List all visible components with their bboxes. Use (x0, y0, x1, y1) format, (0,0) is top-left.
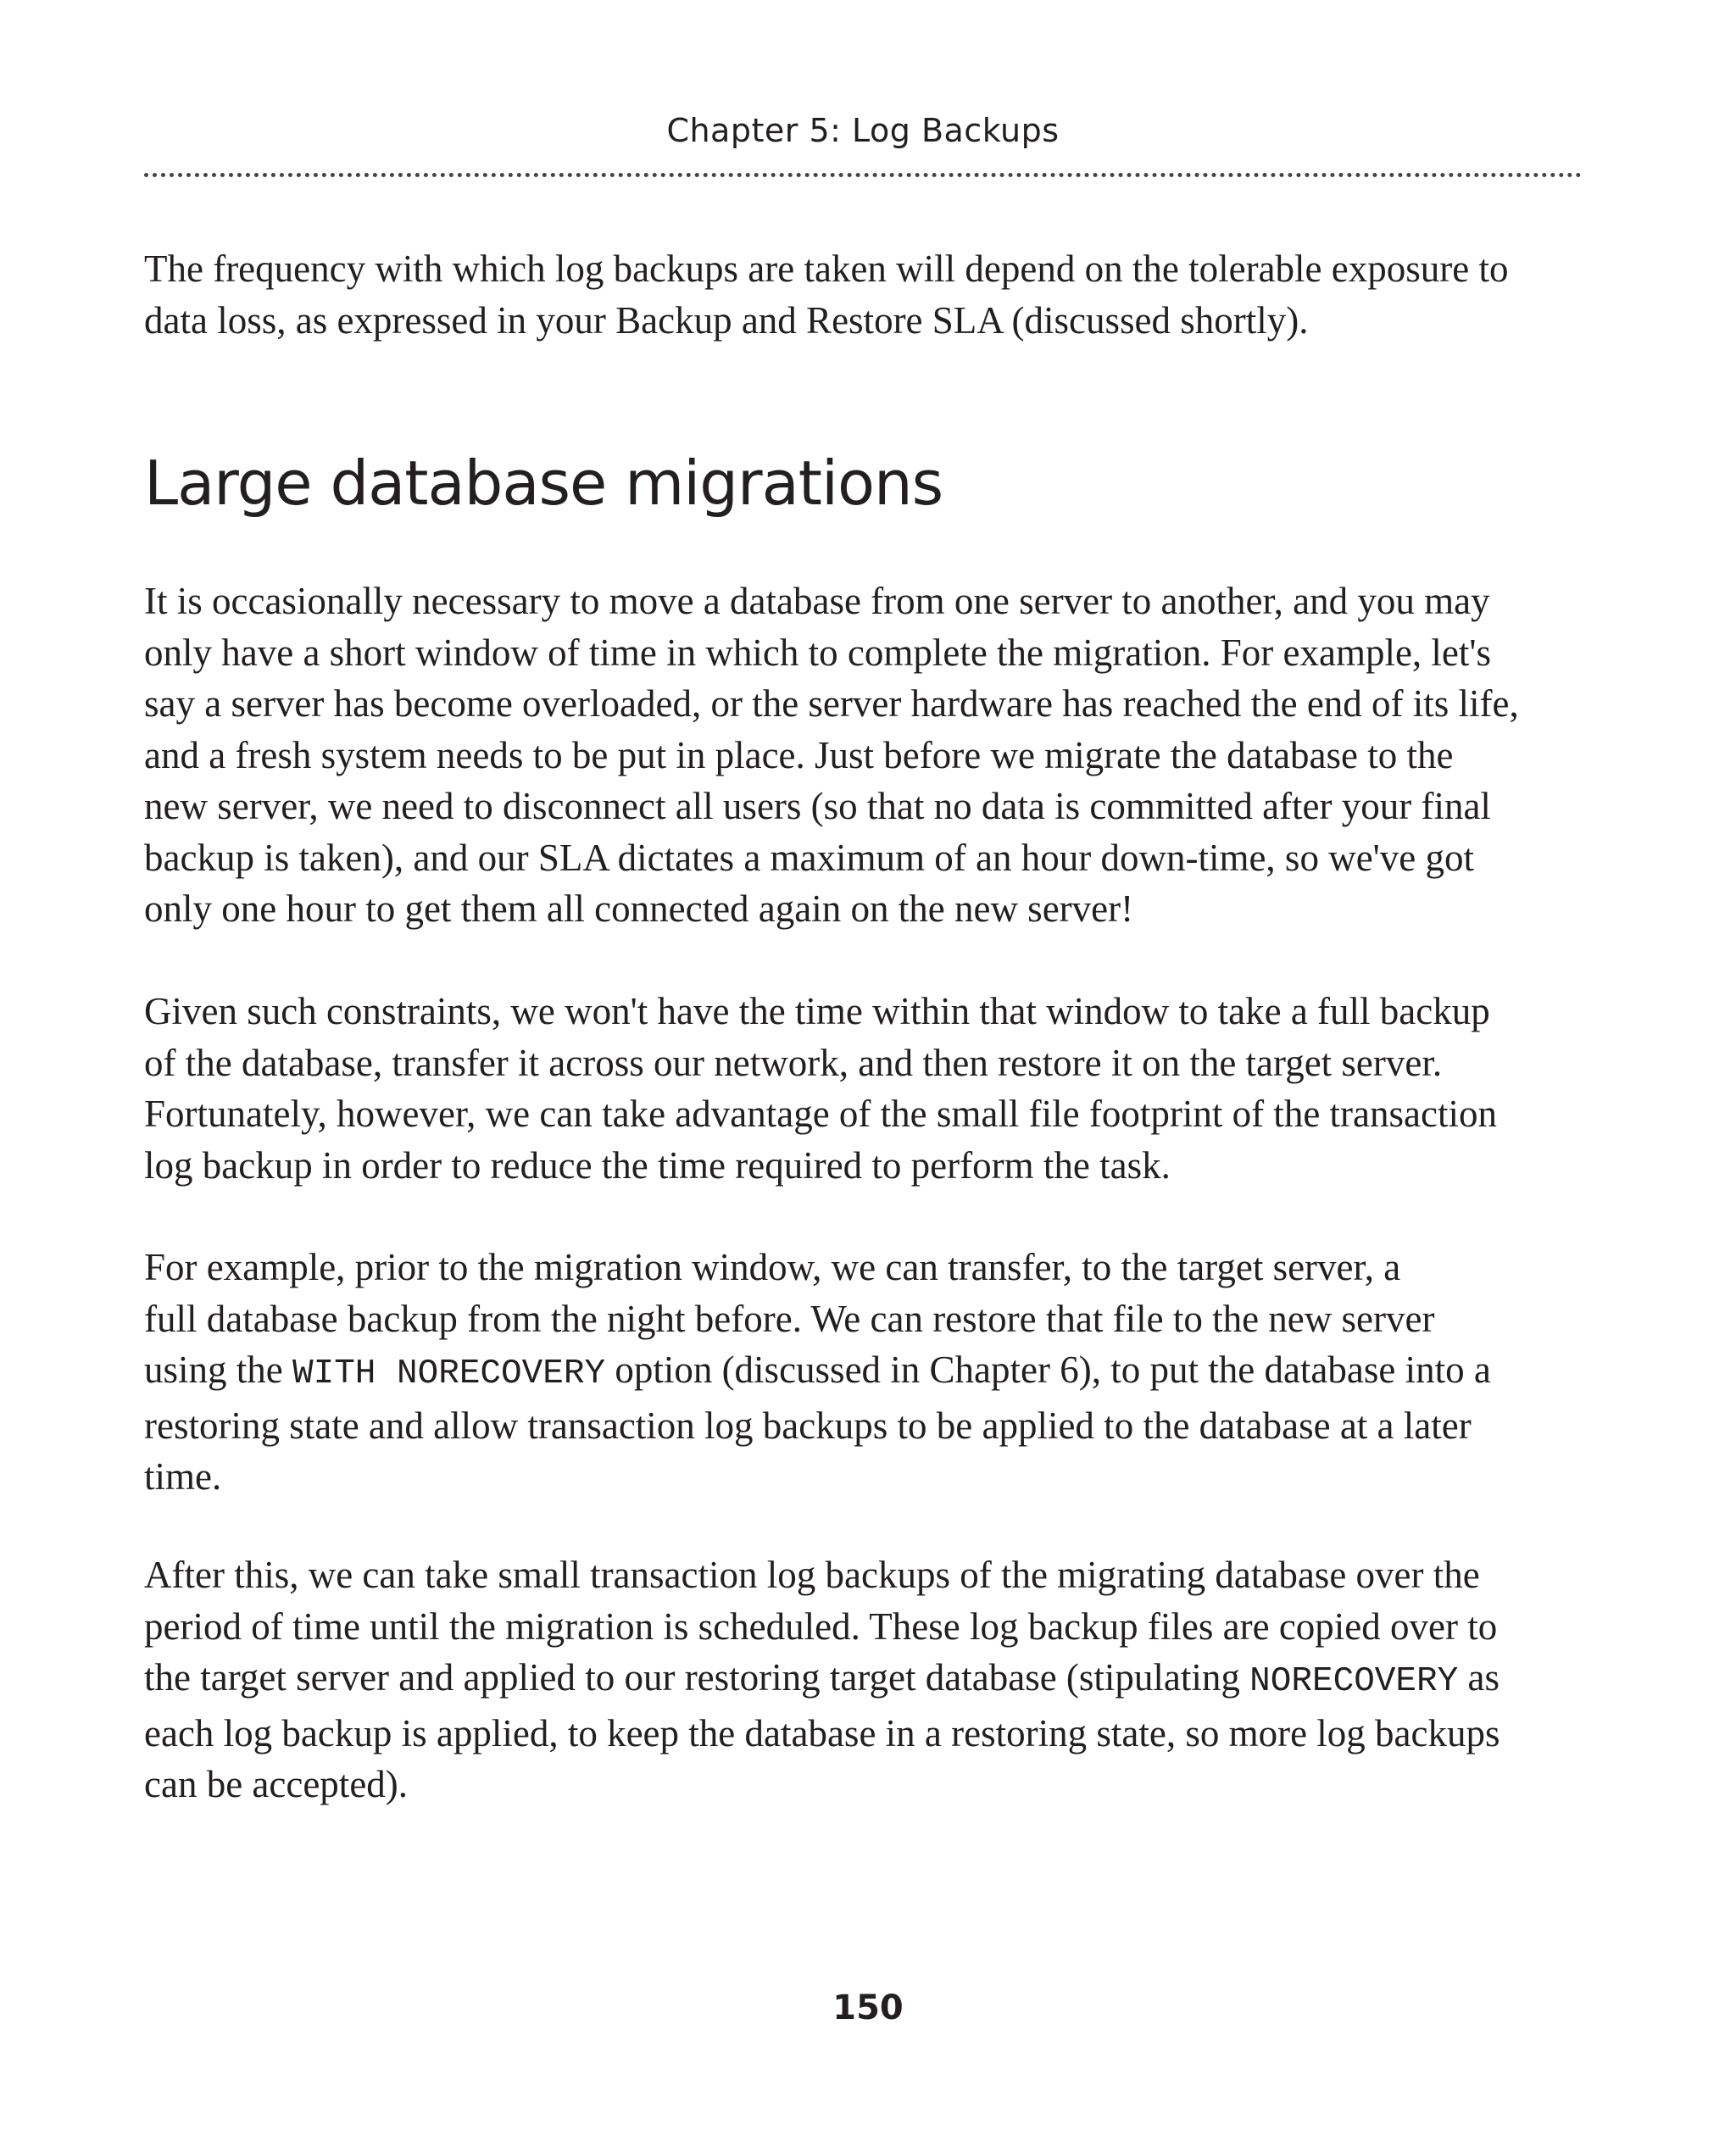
paragraph-line: and a fresh system needs to be put in place. Just before we migrate the database to the (144, 733, 1454, 776)
running-header: Chapter 5: Log Backups (666, 112, 1060, 149)
inline-code: NORECOVERY (1249, 1662, 1459, 1701)
paragraph-4 (144, 1549, 1585, 1810)
text-run: using the (144, 1349, 292, 1391)
paragraph-line: only one hour to get them all connected again on the new server! (144, 887, 1134, 930)
paragraph-line: say a server has become overloaded, or the server hardware has reached the end of its life, (144, 682, 1519, 725)
inline-code: WITH NORECOVERY (292, 1354, 606, 1393)
paragraph-line: only have a short window of time in which to complete the migration. For example, let's (144, 631, 1492, 674)
text-run: the target server and applied to our restoring target database (stipulating (144, 1656, 1250, 1699)
text-run: option (discussed in Chapter 6), to put the database into a (605, 1349, 1491, 1391)
text-run: as (1458, 1656, 1500, 1699)
page-number: 150 (832, 1988, 904, 2027)
paragraph-line: backup is taken), and our SLA dictates a maximum of an hour down-time, so we've got (144, 836, 1475, 879)
paragraph-line: can be accepted). (144, 1763, 409, 1805)
section-heading: Large database migrations (144, 448, 943, 519)
intro-line: The frequency with which log backups are taken will depend on the tolerable exposure to (144, 247, 1509, 290)
paragraph-line: period of time until the migration is scheduled. These log backup files are copied over to (144, 1604, 1498, 1648)
paragraph-line: For example, prior to the migration window, we can transfer, to the target server, a (144, 1246, 1401, 1288)
paragraph-line: Fortunately, however, we can take advantage of the small file footprint of the transaction (144, 1093, 1497, 1135)
header-dotted-rule (144, 173, 1582, 177)
intro-paragraph (144, 243, 1585, 346)
paragraph-line: full database backup from the night before. We can restore that file to the new server (144, 1297, 1435, 1340)
paragraph-line: each log backup is applied, to keep the database in a restoring state, so more log backups (144, 1711, 1500, 1755)
paragraph-line: restoring state and allow transaction log backups to be applied to the database at a later (144, 1404, 1472, 1447)
paragraph-1 (144, 576, 1585, 935)
paragraph-line: log backup in order to reduce the time required to perform the task. (144, 1143, 1171, 1187)
paragraph-line: time. (144, 1455, 222, 1498)
intro-line: data loss, as expressed in your Backup and Restore SLA (discussed shortly). (144, 298, 1309, 342)
paragraph-line: new server, we need to disconnect all users (so that no data is committed after your final (144, 785, 1491, 827)
paragraph-line (144, 1652, 1585, 1708)
paragraph-line (144, 1344, 1585, 1400)
paragraph-line: of the database, transfer it across our network, and then restore it on the target server. (144, 1041, 1443, 1084)
paragraph-line: After this, we can take small transaction log backups of the migrating database over the (144, 1554, 1480, 1596)
paragraph-line: It is occasionally necessary to move a database from one server to another, and you may (144, 580, 1490, 622)
paragraph-line: Given such constraints, we won't have the time within that window to take a full backup (144, 990, 1490, 1032)
paragraph-2 (144, 986, 1585, 1191)
paragraph-3 (144, 1242, 1585, 1503)
